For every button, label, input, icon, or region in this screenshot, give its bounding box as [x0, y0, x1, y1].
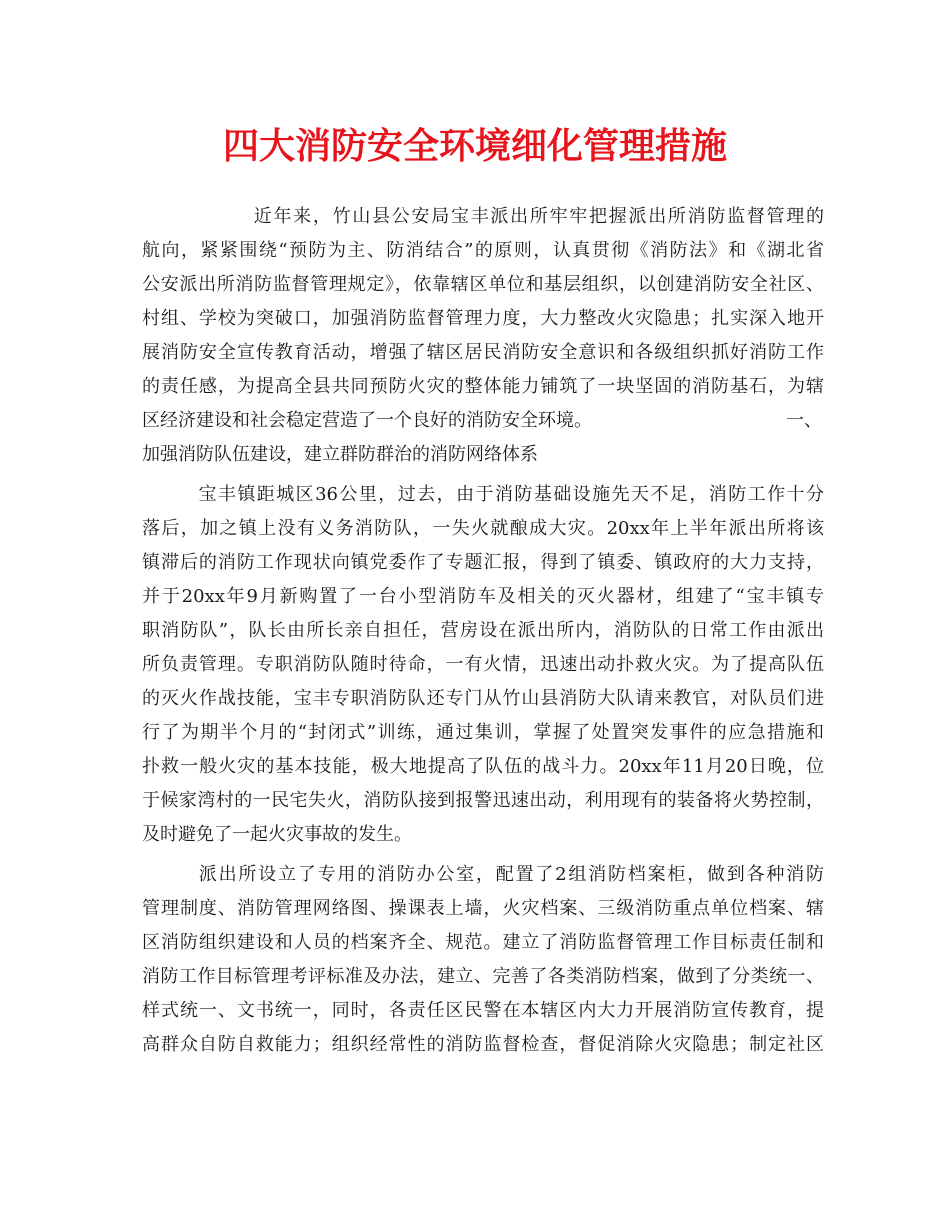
paragraph-line: 区经济建设和社会稳定营造了一个良好的消防安全环境。 一、	[142, 404, 824, 438]
paragraph-line: 消防工作目标管理考评标准及办法，建立、完善了各类消防档案，做到了分类统一、	[142, 966, 824, 987]
paragraph-line: 展消防安全宣传教育活动，增强了辖区居民消防安全意识和各级组织抓好消防工作	[142, 342, 824, 363]
paragraph-line: 公安派出所消防监督管理规定》，依靠辖区单位和基层组织，以创建消防安全社区、	[142, 274, 824, 295]
paragraph-line: 所负责管理。专职消防队随时待命，一有火情，迅速出动扑救火灾。为了提高队伍	[142, 654, 824, 675]
paragraph-line: 高群众自防自救能力；组织经常性的消防监督检查，督促消除火灾隐患；制定社区	[142, 1034, 824, 1055]
paragraph-line: 于候家湾村的一民宅失火，消防队接到报警迅速出动，利用现有的装备将火势控制，	[142, 790, 824, 811]
paragraph-line: 近年来，竹山县公安局宝丰派出所牢牢把握派出所消防监督管理的	[252, 206, 824, 227]
paragraph-line: 落后，加之镇上没有义务消防队，一失火就酿成大灾。20xx年上半年派出所将该	[142, 518, 824, 539]
paragraph-line: 扑救一般火灾的基本技能，极大地提高了队伍的战斗力。20xx年11月20日晚，位	[142, 756, 824, 777]
document-title: 四大消防安全环境细化管理措施	[222, 125, 727, 167]
section-number: 一、	[786, 410, 822, 431]
paragraph-line: 并于20xx年9月新购置了一台小型消防车及相关的灭火器材，组建了“宝丰镇专	[142, 586, 824, 607]
paragraph-line: 样式统一、文书统一，同时，各责任区民警在本辖区内大力开展消防宣传教育，提	[142, 1000, 824, 1021]
paragraph-line: 宝丰镇距城区36公里，过去，由于消防基础设施先天不足，消防工作十分	[197, 484, 824, 505]
paragraph-line: 派出所设立了专用的消防办公室，配置了2组消防档案柜，做到各种消防	[197, 864, 824, 885]
paragraph-line: 的灭火作战技能，宝丰专职消防队还专门从竹山县消防大队请来教官，对队员们进	[142, 688, 824, 709]
paragraph-line: 行了为期半个月的“封闭式”训练，通过集训，掌握了处置突发事件的应急措施和	[142, 722, 824, 743]
paragraph-line: 及时避免了一起火灾事故的发生。	[142, 824, 412, 845]
paragraph-line: 的责任感，为提高全县共同预防火灾的整体能力铺筑了一块坚固的消防基石，为辖	[142, 376, 824, 397]
document-body	[142, 200, 824, 1062]
paragraph-line: 区消防组织建设和人员的档案齐全、规范。建立了消防监督管理工作目标责任制和	[142, 932, 824, 953]
paragraph-line: 镇滞后的消防工作现状向镇党委作了专题汇报，得到了镇委、镇政府的大力支持，	[142, 552, 824, 573]
section-heading: 加强消防队伍建设，建立群防群治的消防网络体系	[142, 444, 538, 465]
paragraph-line: 村组、学校为突破口，加强消防监督管理力度，大力整改火灾隐患；扎实深入地开	[142, 308, 824, 329]
paragraph-line: 航向，紧紧围绕“预防为主、防消结合”的原则，认真贯彻《消防法》和《湖北省	[142, 240, 824, 261]
paragraph-line: 管理制度、消防管理网络图、操课表上墙，火灾档案、三级消防重点单位档案、辖	[142, 898, 824, 919]
paragraph-line: 职消防队”，队长由所长亲自担任，营房设在派出所内，消防队的日常工作由派出	[142, 620, 824, 641]
